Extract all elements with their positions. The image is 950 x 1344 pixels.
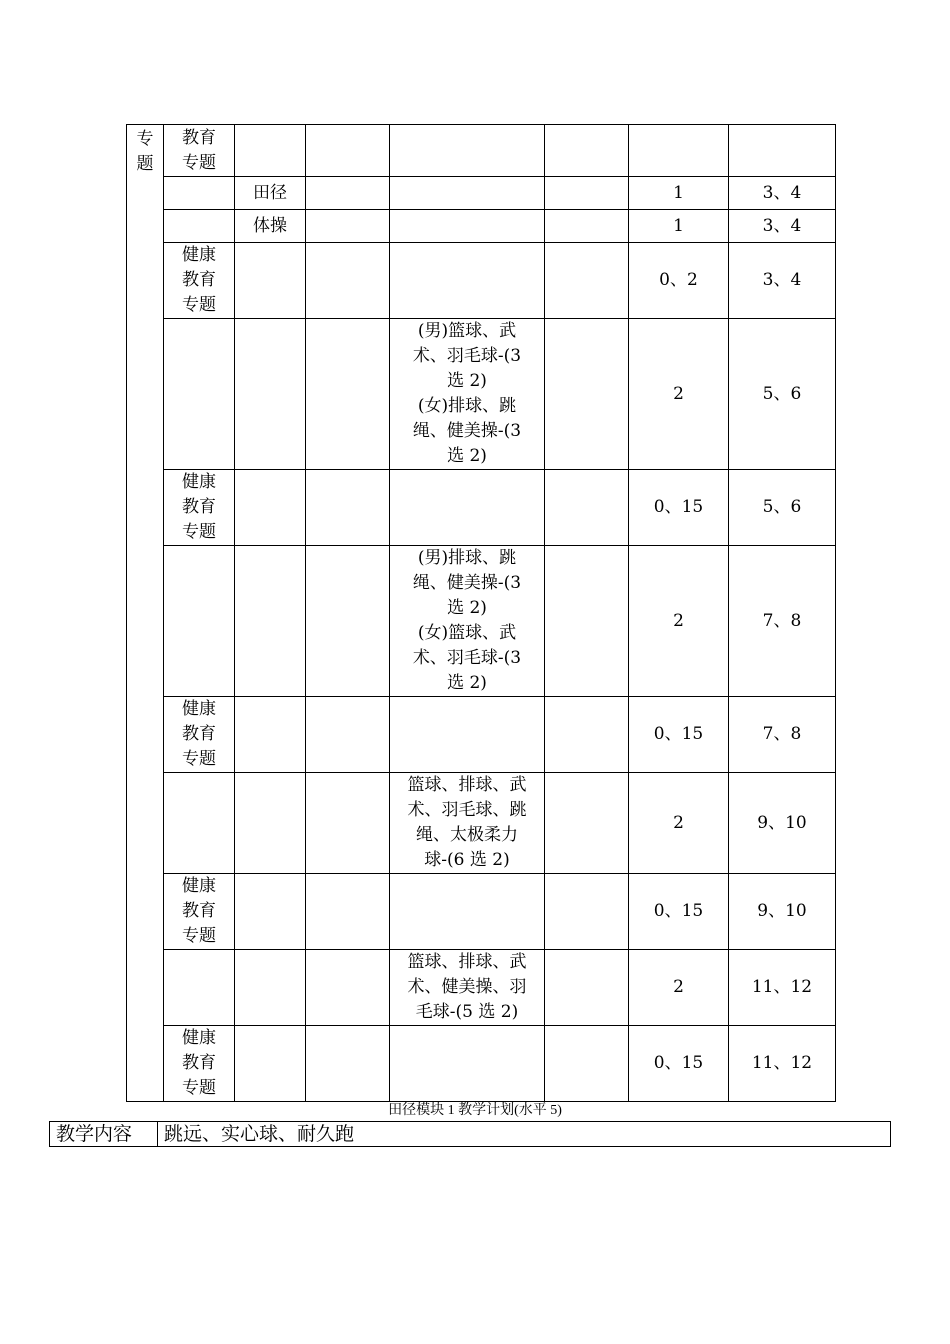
- type-cell: [164, 1026, 235, 1102]
- hours-text: 1: [673, 182, 684, 203]
- content-cell: [390, 177, 545, 210]
- item-cell: [235, 697, 306, 773]
- hours-cell: [629, 177, 729, 210]
- hours-cell: [629, 319, 729, 470]
- blank-cell: [545, 874, 629, 950]
- weeks-text: 3、4: [762, 215, 802, 236]
- hours-cell: [629, 1026, 729, 1102]
- table-row: [127, 697, 836, 773]
- blank-cell: [545, 697, 629, 773]
- blank-cell: [545, 950, 629, 1026]
- weeks-cell: [729, 1026, 836, 1102]
- table-row: [127, 125, 836, 177]
- type-text: 教育 专题: [182, 127, 216, 173]
- item-cell: [235, 546, 306, 697]
- blank-cell: [306, 773, 390, 874]
- hours-text: 0、15: [653, 497, 704, 517]
- item-cell: [235, 177, 306, 210]
- content-cell: [390, 773, 545, 874]
- table-row: [127, 950, 836, 1026]
- content-text: (男)排球、跳 绳、健美操-(3 选 2) (女)篮球、武 术、羽毛球-(3 选 2): [412, 548, 522, 693]
- type-cell: [164, 546, 235, 697]
- hours-cell: [629, 243, 729, 319]
- hours-text: 0、15: [653, 1053, 704, 1073]
- weeks-cell: [729, 210, 836, 243]
- blank-cell: [545, 210, 629, 243]
- item-cell: [235, 950, 306, 1026]
- type-cell: [164, 874, 235, 950]
- teaching-content-row: [50, 1122, 891, 1147]
- hours-text: 0、15: [653, 724, 704, 744]
- blank-cell: [306, 546, 390, 697]
- blank-cell: [306, 319, 390, 470]
- type-text: 健康 教育 专题: [182, 1028, 216, 1098]
- type-cell: [164, 243, 235, 319]
- item-text: 体操: [253, 215, 287, 236]
- blank-cell: [545, 177, 629, 210]
- content-cell: [390, 546, 545, 697]
- type-cell: [164, 125, 235, 177]
- content-cell: [390, 243, 545, 319]
- type-cell: [164, 697, 235, 773]
- table-caption: 田径模块 1 教学计划(水平 5): [388, 1103, 562, 1118]
- hours-cell: [629, 773, 729, 874]
- content-cell: [390, 950, 545, 1026]
- item-cell: [235, 319, 306, 470]
- content-cell: [390, 874, 545, 950]
- weeks-cell: [729, 773, 836, 874]
- item-cell: [235, 1026, 306, 1102]
- content-cell: [390, 697, 545, 773]
- content-cell: [390, 210, 545, 243]
- weeks-cell: [729, 470, 836, 546]
- type-text: 健康 教育 专题: [182, 472, 216, 542]
- weeks-cell: [729, 950, 836, 1026]
- table-row: [127, 773, 836, 874]
- blank-cell: [545, 125, 629, 177]
- item-cell: [235, 125, 306, 177]
- teaching-content-value: 跳远、实心球、耐久跑: [158, 1122, 891, 1147]
- table-row: [127, 177, 836, 210]
- weeks-cell: [729, 125, 836, 177]
- weeks-cell: [729, 319, 836, 470]
- hours-cell: [629, 546, 729, 697]
- hours-text: 2: [673, 977, 684, 997]
- hours-text: 2: [673, 610, 684, 631]
- weeks-cell: [729, 177, 836, 210]
- item-text: 田径: [253, 182, 287, 203]
- blank-cell: [545, 546, 629, 697]
- hours-cell: [629, 950, 729, 1026]
- hours-cell: [629, 874, 729, 950]
- weeks-cell: [729, 243, 836, 319]
- hours-text: 1: [673, 215, 684, 236]
- item-cell: [235, 470, 306, 546]
- blank-cell: [306, 697, 390, 773]
- blank-cell: [545, 1026, 629, 1102]
- table-row: [127, 546, 836, 697]
- content-text: 篮球、排球、武 术、羽毛球、跳 绳、太极柔力 球-(6 选 2): [407, 775, 527, 870]
- weeks-text: 9、10: [757, 812, 807, 833]
- content-cell: [390, 125, 545, 177]
- hours-cell: [629, 210, 729, 243]
- weeks-text: 3、4: [762, 270, 802, 290]
- teaching-content-label: 教学内容: [50, 1122, 158, 1147]
- type-text: 健康 教育 专题: [182, 699, 216, 769]
- hours-cell: [629, 125, 729, 177]
- blank-cell: [306, 177, 390, 210]
- type-cell: [164, 773, 235, 874]
- type-cell: [164, 210, 235, 243]
- content-cell: [390, 319, 545, 470]
- content-cell: [390, 1026, 545, 1102]
- weeks-text: 7、8: [762, 610, 802, 631]
- weeks-text: 11、12: [751, 1053, 813, 1073]
- type-text: 健康 教育 专题: [182, 245, 216, 315]
- item-cell: [235, 210, 306, 243]
- hours-cell: [629, 470, 729, 546]
- item-cell: [235, 243, 306, 319]
- weeks-text: 11、12: [751, 977, 813, 997]
- table-row: [127, 210, 836, 243]
- blank-cell: [306, 874, 390, 950]
- blank-cell: [306, 125, 390, 177]
- table-row: [127, 319, 836, 470]
- table-row: [127, 874, 836, 950]
- blank-cell: [545, 319, 629, 470]
- weeks-text: 3、4: [762, 182, 802, 203]
- blank-cell: [545, 773, 629, 874]
- content-text: (男)篮球、武 术、羽毛球-(3 选 2) (女)排球、跳 绳、健美操-(3 选 2): [412, 321, 522, 466]
- blank-cell: [545, 243, 629, 319]
- item-cell: [235, 874, 306, 950]
- weeks-text: 5、6: [762, 497, 802, 517]
- item-cell: [235, 773, 306, 874]
- blank-cell: [306, 1026, 390, 1102]
- category-cell: [127, 125, 164, 1102]
- type-cell: [164, 470, 235, 546]
- content-text: 篮球、排球、武 术、健美操、羽 毛球-(5 选 2): [407, 952, 527, 1022]
- weeks-cell: [729, 546, 836, 697]
- hours-text: 2: [673, 812, 684, 833]
- type-cell: [164, 319, 235, 470]
- plan-table: [126, 124, 836, 1102]
- hours-text: 0、2: [659, 270, 698, 290]
- hours-text: 2: [673, 383, 684, 404]
- hours-cell: [629, 697, 729, 773]
- weeks-text: 5、6: [762, 383, 802, 404]
- category-label: 专 题: [136, 129, 154, 174]
- weeks-text: 9、10: [757, 901, 807, 921]
- blank-cell: [306, 470, 390, 546]
- type-cell: [164, 950, 235, 1026]
- type-cell: [164, 177, 235, 210]
- weeks-cell: [729, 697, 836, 773]
- weeks-cell: [729, 874, 836, 950]
- type-text: 健康 教育 专题: [182, 876, 216, 946]
- table-row: [127, 1026, 836, 1102]
- blank-cell: [306, 210, 390, 243]
- weeks-text: 7、8: [762, 724, 802, 744]
- hours-text: 0、15: [653, 901, 704, 921]
- blank-cell: [306, 950, 390, 1026]
- table-row: [127, 470, 836, 546]
- teaching-content-table: [49, 1121, 891, 1147]
- table-row: [127, 243, 836, 319]
- content-cell: [390, 470, 545, 546]
- blank-cell: [545, 470, 629, 546]
- blank-cell: [306, 243, 390, 319]
